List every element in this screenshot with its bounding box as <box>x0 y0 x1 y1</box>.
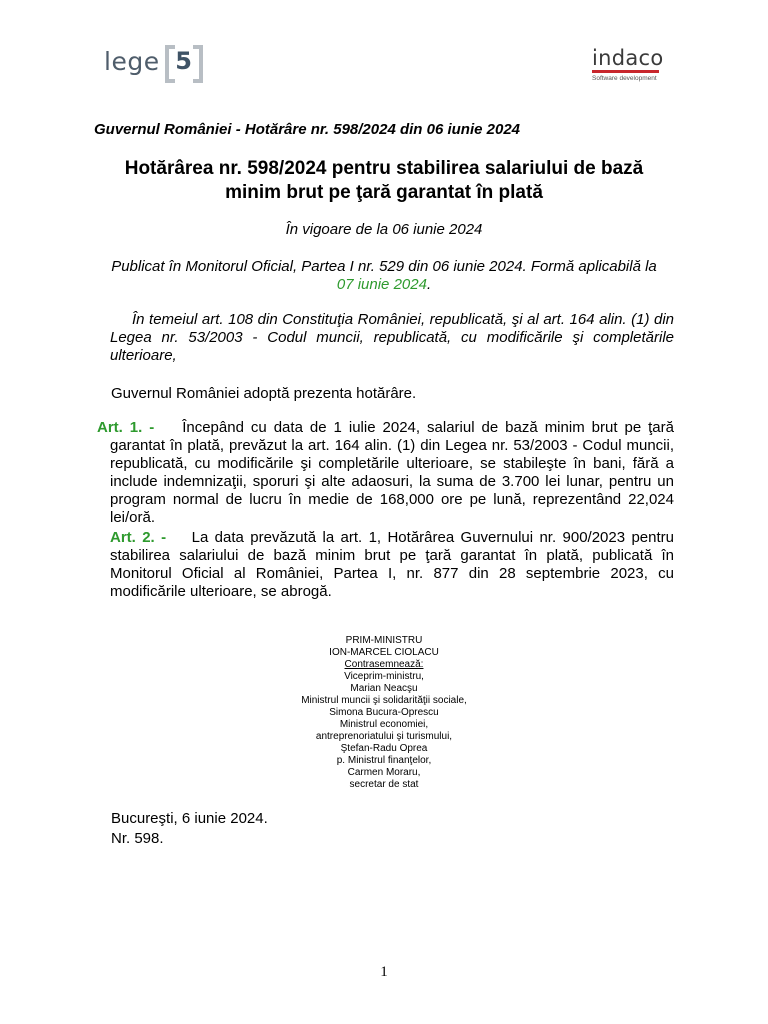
countersign-line: p. Ministrul finanţelor, <box>336 755 432 766</box>
place-and-date <box>111 809 268 849</box>
page-number: 1 <box>380 964 388 980</box>
indaco-logo-bar <box>592 70 659 73</box>
document-header: Guvernul României - Hotărâre nr. 598/2024 din 06 iunie 2024 <box>94 121 521 138</box>
publication-note-end: . <box>426 276 432 293</box>
lege5-logo-badge <box>165 45 203 77</box>
article-1 <box>97 419 674 527</box>
countersign-line: Carmen Moraru, <box>347 767 421 778</box>
countersign-line: Ştefan-Radu Oprea <box>340 743 428 754</box>
adoption-statement: Guvernul României adoptă prezenta hotărâre. <box>111 385 417 402</box>
in-force-date: În vigoare de la 06 iunie 2024 <box>285 221 483 238</box>
place-date-line: Bucureşti, 6 iunie 2024. <box>111 810 268 827</box>
publication-note-text: Publicat în Monitorul Oficial, Partea I nr. 529 din 06 iunie 2024. Formă aplicabilă la <box>111 258 657 275</box>
article-2 <box>110 529 674 601</box>
indaco-logo-tagline: Software development <box>592 75 657 82</box>
document-title-line2: minim brut pe ţară garantat în plată <box>225 182 543 203</box>
signature-name: ION-MARCEL CIOLACU <box>329 647 439 658</box>
countersign-line: Ministrul muncii şi solidarităţii sociale, <box>301 695 467 706</box>
countersign-line: Viceprim-ministru, <box>344 671 424 682</box>
countersign-line: secretar de stat <box>349 779 419 790</box>
document-title-line1: Hotărârea nr. 598/2024 pentru stabilirea salariului de bază <box>124 158 644 179</box>
article-2-label[interactable]: Art. 2. - <box>110 529 167 546</box>
article-1-text: Începând cu data de 1 iulie 2024, salariul de bază minim brut pe ţară garantat în plată, prevăzut la art. 164 alin. (1) din Legea nr. 53/2003 - Codul muncii, republicată, cu modificările şi completările ulterioare, se stabileşte în bani, fără a include indemnizaţii, sporuri şi alte adaosuri, la suma de 3.700 lei lunar, pentru un program normal de lucru în medie de 168,000 ore pe lună, reprezentând 22,024 lei/oră. <box>110 419 674 526</box>
countersign-label: Contrasemnează: <box>344 659 424 670</box>
indaco-logo-name: indaco <box>592 46 664 70</box>
applicable-date-link[interactable]: 07 iunie 2024 <box>336 276 427 293</box>
countersign-line: Ministrul economiei, <box>339 719 429 730</box>
lege5-logo-word: lege <box>104 46 160 76</box>
document-title <box>80 157 688 205</box>
countersign-line: antreprenoriatului şi turismului, <box>315 731 453 742</box>
signature-role: PRIM-MINISTRU <box>345 635 423 646</box>
signature-block <box>234 635 534 791</box>
lege5-logo <box>104 44 203 78</box>
lege5-logo-number: 5 <box>175 47 192 75</box>
countersign-line: Simona Bucura-Oprescu <box>329 707 439 718</box>
article-2-text: La data prevăzută la art. 1, Hotărârea Guvernului nr. 900/2023 pentru stabilirea salariului de bază minim brut pe ţară garantat în plată, publicată în Monitorul Oficial al României, Partea I, nr. 877 din 28 septembrie 2023, cu modificările ulterioare, se abrogă. <box>110 529 674 600</box>
preamble: În temeiul art. 108 din Constituţia României, republicată, şi al art. 164 alin. (1) din Legea nr. 53/2003 - Codul muncii, republicată, cu modificările şi completările ulterioare, <box>110 311 674 364</box>
countersign-line: Marian Neacşu <box>350 683 418 694</box>
indaco-logo <box>592 48 672 82</box>
article-1-label[interactable]: Art. 1. - <box>97 419 155 436</box>
publication-note <box>110 258 658 294</box>
decision-number: Nr. 598. <box>111 830 164 847</box>
